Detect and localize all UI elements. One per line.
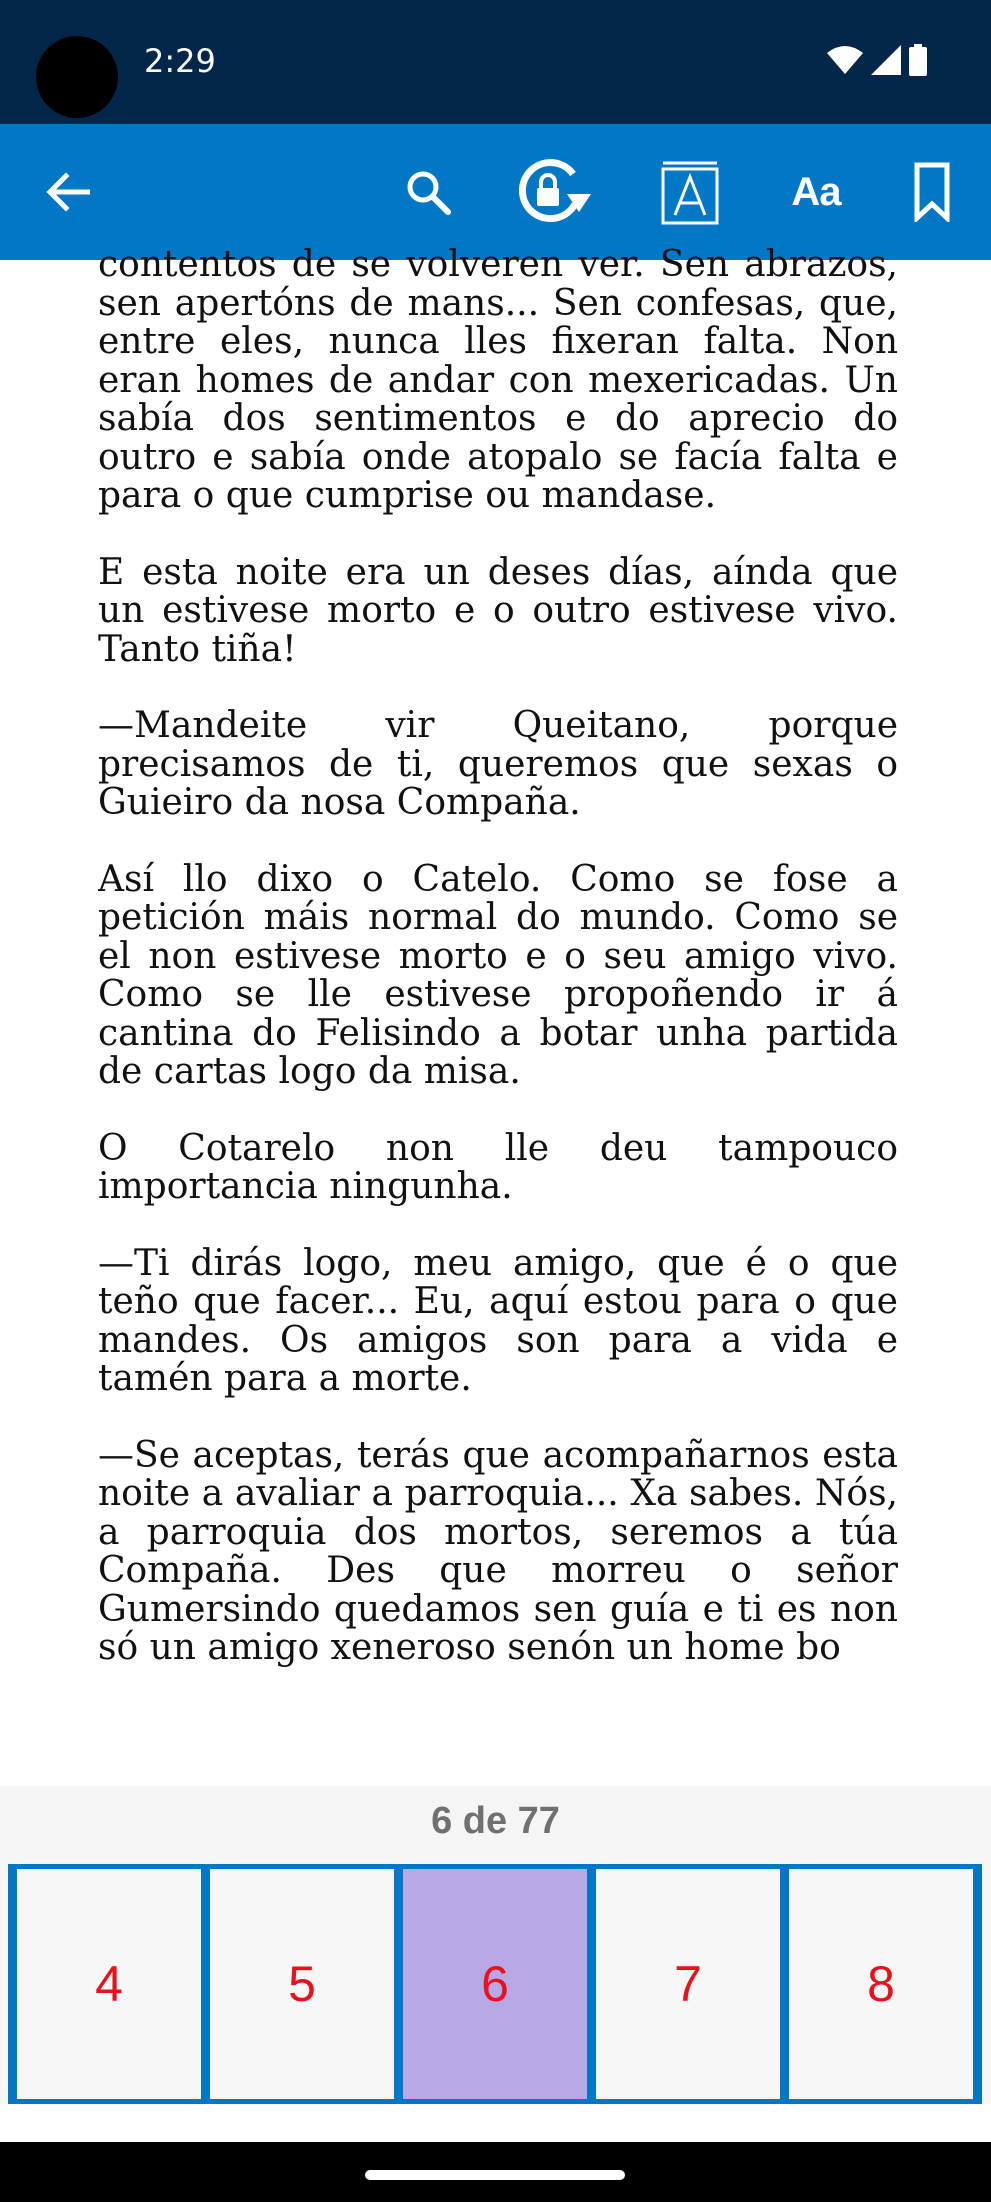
page-thumbnail[interactable]: 8 <box>784 1864 978 2104</box>
font-settings-icon: Aa <box>791 169 841 214</box>
app-bar <box>0 124 991 260</box>
font-settings-button[interactable] <box>766 124 866 260</box>
bookmark-icon <box>914 162 950 222</box>
page-thumbnail[interactable]: 4 <box>12 1864 206 2104</box>
camera-cutout <box>36 36 118 118</box>
search-button[interactable] <box>378 124 478 260</box>
paragraph: —Se aceptas, terás que acompañarnos esta noite a avaliar a parroquia... Xa sabes. Nós, a parroquia dos mortos, seremos a túa Compaña. Des que morreu o señor Gumersindo quedamos sen guía e ti es non só un amigo xeneroso senón un home bo <box>98 1434 898 1668</box>
page-thumbnail-strip[interactable] <box>0 1864 991 2104</box>
wifi-icon <box>827 45 863 75</box>
battery-icon <box>909 44 927 76</box>
paragraph: E esta noite era un deses días, aínda que un estivese morto e o outro estivese vivo. Tanto tiña! <box>98 551 898 670</box>
back-arrow-icon <box>46 172 90 212</box>
page-thumbnail[interactable]: 5 <box>205 1864 399 2104</box>
paragraph: —Mandeite vir Queitano, porque precisamos de ti, queremos que sexas o Guieiro da nosa Compaña. <box>98 705 898 823</box>
status-icons <box>827 44 927 76</box>
reading-content <box>98 246 898 1686</box>
paragraph: Así llo dixo o Catelo. Como se fose a petición máis normal do mundo. Como se el non estivese morto e o seu amigo vivo. Como se lle estivese propoñendo ir á cantina do Felisindo a botar unha partida de cartas logo da misa. <box>98 858 898 1092</box>
page-thumbnail-current[interactable]: 6 <box>398 1864 592 2104</box>
status-bar <box>0 0 991 124</box>
navigation-gesture-area <box>0 2142 991 2202</box>
back-button[interactable] <box>18 124 118 260</box>
bookmark-button[interactable] <box>882 124 982 260</box>
paragraph: O Cotarelo non lle deu tampouco importancia ningunha. <box>98 1127 898 1207</box>
search-icon <box>405 169 451 215</box>
text-mode-icon <box>661 159 719 225</box>
home-gesture-handle[interactable] <box>365 2170 625 2180</box>
rotation-lock-icon <box>513 158 591 226</box>
thumbnail-edge <box>977 1864 982 2104</box>
text-mode-button[interactable] <box>640 124 740 260</box>
page-indicator-area <box>0 1786 991 1864</box>
rotation-lock-button[interactable] <box>502 124 602 260</box>
page-indicator: 6 de 77 <box>431 1800 560 1842</box>
page-thumbnail[interactable]: 7 <box>591 1864 785 2104</box>
paragraph: contentos de se volveren ver. Sen abrazos, sen apertóns de mans... Sen confesas, que, entre eles, nunca lles fixeran falta. Non eran homes de andar con mexericadas. Un sabía dos sentimentos e do aprecio do outro e sabía onde atopalo se facía falta e para o que cumprise ou mandase. <box>98 246 898 516</box>
status-time: 2:29 <box>144 42 216 80</box>
signal-icon <box>871 45 901 75</box>
paragraph: —Ti dirás logo, meu amigo, que é o que teño que facer... Eu, aquí estou para o que mandes. Os amigos son para a vida e tamén para a morte. <box>98 1242 898 1399</box>
